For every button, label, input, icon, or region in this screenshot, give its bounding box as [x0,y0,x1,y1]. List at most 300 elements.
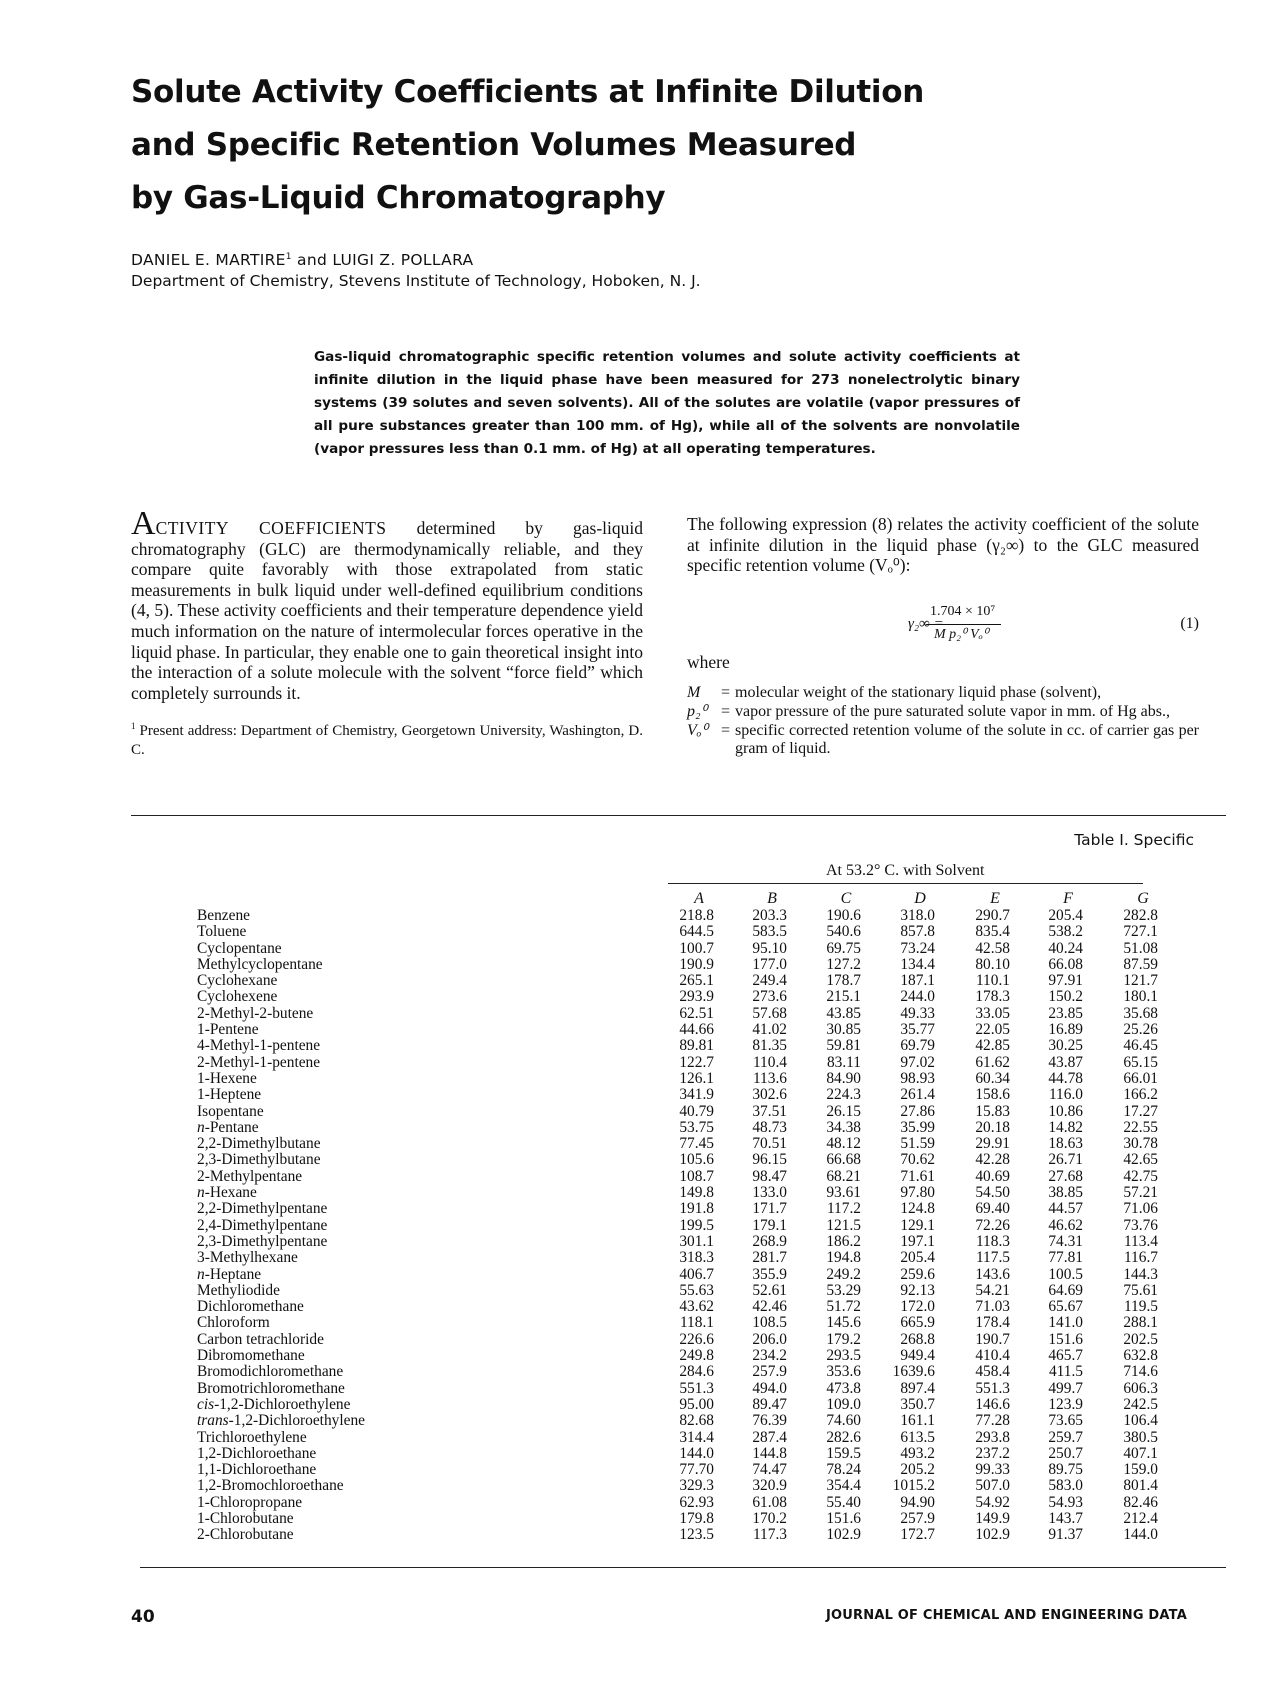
solute-name: 2,3-Dimethylbutane [197,1151,321,1169]
value-cell: 293.9 [679,988,714,1006]
value-cell: 314.4 [679,1428,714,1446]
value-cell: 22.55 [1123,1118,1158,1136]
value-cell: 76.39 [752,1412,787,1430]
value-cell: 71.06 [1123,1200,1158,1218]
value-cell: 133.0 [752,1184,787,1202]
value-cell: 288.1 [1123,1314,1158,1332]
value-cell: 257.9 [752,1363,787,1381]
author-line [131,251,473,269]
value-cell: 81.35 [752,1037,787,1055]
table-row [0,941,1274,957]
value-cell: 43.87 [1048,1053,1083,1071]
value-cell: 116.0 [1048,1086,1083,1104]
solute-name: Methylcyclopentane [197,955,323,973]
value-cell: 727.1 [1123,923,1158,941]
value-cell: 583.0 [1048,1477,1083,1495]
value-cell: 59.81 [826,1037,861,1055]
solute-name: 1-Chloropropane [197,1493,303,1511]
value-cell: 74.47 [752,1461,787,1479]
value-cell: 583.5 [752,923,787,941]
equation-number: (1) [1180,614,1199,632]
value-cell: 141.0 [1048,1314,1083,1332]
value-cell: 46.45 [1123,1037,1158,1055]
value-cell: 77.70 [679,1461,714,1479]
value-cell: 78.24 [826,1461,861,1479]
value-cell: 18.63 [1048,1135,1083,1153]
value-cell: 244.0 [900,988,935,1006]
value-cell: 46.62 [1048,1216,1083,1234]
value-cell: 40.24 [1048,939,1083,957]
value-cell: 41.02 [752,1021,787,1039]
author-joiner: and [297,251,328,269]
table-row [0,1120,1274,1136]
value-cell: 89.81 [679,1037,714,1055]
value-cell: 123.9 [1048,1395,1083,1413]
value-cell: 144.8 [752,1444,787,1462]
table-row [0,1527,1274,1543]
table-row [0,1038,1274,1054]
solute-name: Bromodichloromethane [197,1363,344,1381]
solute-name: 2-Methyl-1-pentene [197,1053,321,1071]
value-cell: 410.4 [975,1347,1010,1365]
table-row [0,1397,1274,1413]
table-row [0,1348,1274,1364]
value-cell: 57.68 [752,1004,787,1022]
value-cell: 26.71 [1048,1151,1083,1169]
definition-item: M = molecular weight of the stationary liquid phase (solvent), [687,684,1199,703]
solute-name: 2,2-Dimethylbutane [197,1135,321,1153]
left-column [131,505,643,760]
solute-name: 1-Pentene [197,1021,259,1039]
value-cell: 118.3 [975,1232,1010,1250]
value-cell: 302.6 [752,1086,787,1104]
value-cell: 172.7 [900,1526,935,1544]
table-row [0,1250,1274,1266]
value-cell: 42.65 [1123,1151,1158,1169]
value-cell: 102.9 [826,1526,861,1544]
value-cell: 25.26 [1123,1021,1158,1039]
solute-name: cis-1,2-Dichloroethylene [197,1395,351,1413]
value-cell: 178.4 [975,1314,1010,1332]
value-cell: 42.75 [1123,1167,1158,1185]
value-cell: 100.5 [1048,1265,1083,1283]
value-cell: 206.0 [752,1330,787,1348]
value-cell: 187.1 [900,972,935,990]
value-cell: 77.45 [679,1135,714,1153]
solute-name: 1-Hexene [197,1069,257,1087]
definition-item: p₂⁰ = vapor pressure of the pure saturated solute vapor in mm. of Hg abs., [687,703,1199,722]
table-row [0,973,1274,989]
value-cell: 66.68 [826,1151,861,1169]
solute-name: 1,2-Dichloroethane [197,1444,317,1462]
value-cell: 857.8 [900,923,935,941]
value-cell: 494.0 [752,1379,787,1397]
value-cell: 53.75 [679,1118,714,1136]
table-row [0,1267,1274,1283]
value-cell: 499.7 [1048,1379,1083,1397]
value-cell: 144.0 [1123,1526,1158,1544]
column-header-e: E [990,890,1000,907]
value-cell: 73.24 [900,939,935,957]
solute-name: Cyclohexene [197,988,278,1006]
table-body [0,908,1274,1544]
solute-name: 2-Chlorobutane [197,1526,294,1544]
definition-symbol: M [687,684,701,702]
value-cell: 341.9 [679,1086,714,1104]
value-cell: 606.3 [1123,1379,1158,1397]
value-cell: 51.59 [900,1135,935,1153]
value-cell: 116.7 [1123,1249,1158,1267]
value-cell: 71.61 [900,1167,935,1185]
value-cell: 40.69 [975,1167,1010,1185]
affiliation: Department of Chemistry, Stevens Institute of Technology, Hoboken, N. J. [131,272,701,290]
value-cell: 151.6 [1048,1330,1083,1348]
value-cell: 226.6 [679,1330,714,1348]
value-cell: 17.27 [1123,1102,1158,1120]
value-cell: 613.5 [900,1428,935,1446]
value-cell: 949.4 [900,1347,935,1365]
value-cell: 89.75 [1048,1461,1083,1479]
value-cell: 126.1 [679,1069,714,1087]
table-row [0,1462,1274,1478]
value-cell: 95.00 [679,1395,714,1413]
value-cell: 37.51 [752,1102,787,1120]
value-cell: 212.4 [1123,1509,1158,1527]
table-row [0,1006,1274,1022]
value-cell: 250.7 [1048,1444,1083,1462]
right-column [687,514,1199,759]
value-cell: 329.3 [679,1477,714,1495]
intro-text: determined by gas-liquid chromatography (GLC) are thermodynamically reliable, and they compare quite favorably with those extrapolated from static measurements in bulk liquid under well-defined equilibrium conditions (4, 5). These activity coefficients and their temperature dependence yield much information on the nature of intermolecular forces operative in the liquid phase. In particular, they enable one to gain theoretical insight into the interaction of a solute molecule with the solvent “force field” which completely surrounds it. [131,518,643,703]
value-cell: 42.46 [752,1298,787,1316]
solute-name: 2-Methyl-2-butene [197,1004,314,1022]
value-cell: 27.68 [1048,1167,1083,1185]
value-cell: 714.6 [1123,1363,1158,1381]
value-cell: 74.60 [826,1412,861,1430]
value-cell: 95.10 [752,939,787,957]
value-cell: 62.51 [679,1004,714,1022]
table-row [0,1446,1274,1462]
value-cell: 106.4 [1123,1412,1158,1430]
equation-lhs: γ₂∞ = [908,615,944,632]
solute-name: Trichloroethylene [197,1428,307,1446]
column-header-f: F [1063,890,1073,907]
value-cell: 42.58 [975,939,1010,957]
value-cell: 179.8 [679,1509,714,1527]
table-row [0,1169,1274,1185]
solute-name: Benzene [197,907,250,924]
table-row [0,1332,1274,1348]
value-cell: 129.1 [900,1216,935,1234]
value-cell: 121.7 [1123,972,1158,990]
table-row [0,1087,1274,1103]
value-cell: 62.93 [679,1493,714,1511]
value-cell: 249.2 [826,1265,861,1283]
value-cell: 353.6 [826,1363,861,1381]
value-cell: 180.1 [1123,988,1158,1006]
value-cell: 127.2 [826,955,861,973]
value-cell: 54.93 [1048,1493,1083,1511]
value-cell: 35.77 [900,1021,935,1039]
value-cell: 97.02 [900,1053,935,1071]
value-cell: 249.8 [679,1347,714,1365]
definition-symbol: p₂⁰ [687,702,707,720]
value-cell: 161.1 [900,1412,935,1430]
table-row [0,989,1274,1005]
value-cell: 98.47 [752,1167,787,1185]
value-cell: 51.72 [826,1298,861,1316]
value-cell: 205.2 [900,1461,935,1479]
value-cell: 69.75 [826,939,861,957]
value-cell: 1639.6 [892,1363,935,1381]
solute-name: trans-1,2-Dichloroethylene [197,1412,365,1430]
dropcap: A [131,505,156,542]
value-cell: 65.67 [1048,1298,1083,1316]
value-cell: 100.7 [679,939,714,957]
solute-name: Cyclohexane [197,972,278,990]
value-cell: 290.7 [975,907,1010,924]
table-row [0,1315,1274,1331]
value-cell: 259.6 [900,1265,935,1283]
table-row [0,1055,1274,1071]
solute-name: 2,2-Dimethylpentane [197,1200,328,1218]
value-cell: 145.6 [826,1314,861,1332]
table-row [0,1430,1274,1446]
value-cell: 242.5 [1123,1395,1158,1413]
value-cell: 190.7 [975,1330,1010,1348]
value-cell: 108.5 [752,1314,787,1332]
value-cell: 54.50 [975,1184,1010,1202]
definition-text: specific corrected retention volume of the solute in cc. of carrier gas per gram of liquid. [735,721,1199,758]
value-cell: 190.9 [679,955,714,973]
value-cell: 551.3 [679,1379,714,1397]
value-cell: 60.34 [975,1069,1010,1087]
value-cell: 54.92 [975,1493,1010,1511]
smallcaps-lead: CTIVITY COEFFICIENTS [155,518,387,538]
footnote-text: Present address: Department of Chemistry, Georgetown University, Washington, D. C. [131,723,643,759]
value-cell: 197.1 [900,1232,935,1250]
value-cell: 355.9 [752,1265,787,1283]
value-cell: 268.8 [900,1330,935,1348]
value-cell: 10.86 [1048,1102,1083,1120]
value-cell: 71.03 [975,1298,1010,1316]
author-2: LUIGI Z. POLLARA [332,251,474,269]
value-cell: 20.18 [975,1118,1010,1136]
value-cell: 493.2 [900,1444,935,1462]
solute-name: Chloroform [197,1314,270,1332]
value-cell: 265.1 [679,972,714,990]
value-cell: 92.13 [900,1281,935,1299]
value-cell: 57.21 [1123,1184,1158,1202]
definition-item: Vₒ⁰ = specific corrected retention volume of the solute in cc. of carrier gas per gram of liquid. [687,721,1199,758]
definition-symbol: Vₒ⁰ [687,721,708,739]
value-cell: 102.9 [975,1526,1010,1544]
value-cell: 458.4 [975,1363,1010,1381]
value-cell: 66.01 [1123,1069,1158,1087]
value-cell: 1015.2 [892,1477,935,1495]
value-cell: 44.57 [1048,1200,1083,1218]
value-cell: 538.2 [1048,923,1083,941]
value-cell: 49.33 [900,1004,935,1022]
value-cell: 149.8 [679,1184,714,1202]
value-cell: 380.5 [1123,1428,1158,1446]
value-cell: 80.10 [975,955,1010,973]
value-cell: 34.38 [826,1118,861,1136]
value-cell: 121.5 [826,1216,861,1234]
value-cell: 897.4 [900,1379,935,1397]
value-cell: 194.8 [826,1249,861,1267]
value-cell: 83.11 [826,1053,861,1071]
table-row [0,1283,1274,1299]
value-cell: 93.61 [826,1184,861,1202]
value-cell: 61.62 [975,1053,1010,1071]
value-cell: 318.0 [900,907,935,924]
value-cell: 55.40 [826,1493,861,1511]
value-cell: 507.0 [975,1477,1010,1495]
solute-name: Bromotrichloromethane [197,1379,345,1397]
value-cell: 411.5 [1048,1363,1083,1381]
value-cell: 38.85 [1048,1184,1083,1202]
table-column-headers [0,890,1274,908]
value-cell: 119.5 [1123,1298,1158,1316]
value-cell: 224.3 [826,1086,861,1104]
value-cell: 117.2 [826,1200,861,1218]
value-cell: 166.2 [1123,1086,1158,1104]
value-cell: 150.2 [1048,988,1083,1006]
solute-name: Dibromomethane [197,1347,305,1365]
solute-name: n-Heptane [197,1265,262,1283]
value-cell: 109.0 [826,1395,861,1413]
table-row [0,908,1274,924]
title-line-1: Solute Activity Coefficients at Infinite Dilution [131,74,924,110]
title-line-3: by Gas-Liquid Chromatography [131,180,666,216]
value-cell: 350.7 [900,1395,935,1413]
value-cell: 29.91 [975,1135,1010,1153]
value-cell: 644.5 [679,923,714,941]
intro-paragraph [131,505,643,703]
value-cell: 159.0 [1123,1461,1158,1479]
author-footnote-mark: 1 [285,251,292,262]
value-cell: 151.6 [826,1509,861,1527]
table-row [0,1022,1274,1038]
value-cell: 282.6 [826,1428,861,1446]
value-cell: 199.5 [679,1216,714,1234]
table-row [0,1218,1274,1234]
value-cell: 540.6 [826,923,861,941]
value-cell: 158.6 [975,1086,1010,1104]
value-cell: 835.4 [975,923,1010,941]
value-cell: 144.3 [1123,1265,1158,1283]
value-cell: 97.91 [1048,972,1083,990]
value-cell: 54.21 [975,1281,1010,1299]
value-cell: 108.7 [679,1167,714,1185]
value-cell: 74.31 [1048,1232,1083,1250]
solute-name: n-Pentane [197,1118,259,1136]
value-cell: 117.5 [975,1249,1010,1267]
solute-name: 2,3-Dimethylpentane [197,1232,328,1250]
value-cell: 91.37 [1048,1526,1083,1544]
value-cell: 801.4 [1123,1477,1158,1495]
value-cell: 51.08 [1123,939,1158,957]
value-cell: 179.2 [826,1330,861,1348]
value-cell: 284.6 [679,1363,714,1381]
column-header-a: A [694,890,704,907]
value-cell: 122.7 [679,1053,714,1071]
value-cell: 40.79 [679,1102,714,1120]
value-cell: 73.65 [1048,1412,1083,1430]
column-header-d: D [914,890,926,907]
value-cell: 143.7 [1048,1509,1083,1527]
value-cell: 124.8 [900,1200,935,1218]
table-row [0,1413,1274,1429]
value-cell: 98.93 [900,1069,935,1087]
solute-name: Carbon tetrachloride [197,1330,324,1348]
value-cell: 178.3 [975,988,1010,1006]
value-cell: 30.85 [826,1021,861,1039]
value-cell: 48.12 [826,1135,861,1153]
value-cell: 113.6 [752,1069,787,1087]
solute-name: Toluene [197,923,247,941]
definition-text: molecular weight of the stationary liquid phase (solvent), [735,684,1102,702]
value-cell: 318.3 [679,1249,714,1267]
value-cell: 186.2 [826,1232,861,1250]
solute-name: 4-Methyl-1-pentene [197,1037,321,1055]
value-cell: 282.8 [1123,907,1158,924]
value-cell: 22.05 [975,1021,1010,1039]
value-cell: 52.61 [752,1281,787,1299]
equation-denominator: M p₂⁰ Vₒ⁰ [934,626,989,642]
column-header-c: C [840,890,852,907]
solute-name: 2,4-Dimethylpentane [197,1216,328,1234]
value-cell: 35.68 [1123,1004,1158,1022]
value-cell: 354.4 [826,1477,861,1495]
value-cell: 134.4 [900,955,935,973]
value-cell: 273.6 [752,988,787,1006]
value-cell: 69.40 [975,1200,1010,1218]
table-condition: At 53.2° C. with Solvent [826,862,985,879]
table-row [0,1478,1274,1494]
table-header-rule [668,883,1143,884]
value-cell: 159.5 [826,1444,861,1462]
value-cell: 632.8 [1123,1347,1158,1365]
journal-name: JOURNAL OF CHEMICAL AND ENGINEERING DATA [826,1608,1187,1623]
table-row [0,1152,1274,1168]
value-cell: 259.7 [1048,1428,1083,1446]
value-cell: 30.78 [1123,1135,1158,1153]
value-cell: 320.9 [752,1477,787,1495]
value-cell: 170.2 [752,1509,787,1527]
value-cell: 87.59 [1123,955,1158,973]
value-cell: 203.3 [752,907,787,924]
value-cell: 55.63 [679,1281,714,1299]
table-row [0,1495,1274,1511]
title-line-2: and Specific Retention Volumes Measured [131,127,857,163]
table-row [0,924,1274,940]
value-cell: 143.6 [975,1265,1010,1283]
value-cell: 96.15 [752,1151,787,1169]
value-cell: 287.4 [752,1428,787,1446]
value-cell: 44.66 [679,1021,714,1039]
table-title: Table I. Specific [1074,831,1194,849]
value-cell: 82.68 [679,1412,714,1430]
value-cell: 42.85 [975,1037,1010,1055]
value-cell: 191.8 [679,1200,714,1218]
value-cell: 123.5 [679,1526,714,1544]
value-cell: 73.76 [1123,1216,1158,1234]
value-cell: 261.4 [900,1086,935,1104]
column-header-b: B [767,890,777,907]
value-cell: 33.05 [975,1004,1010,1022]
